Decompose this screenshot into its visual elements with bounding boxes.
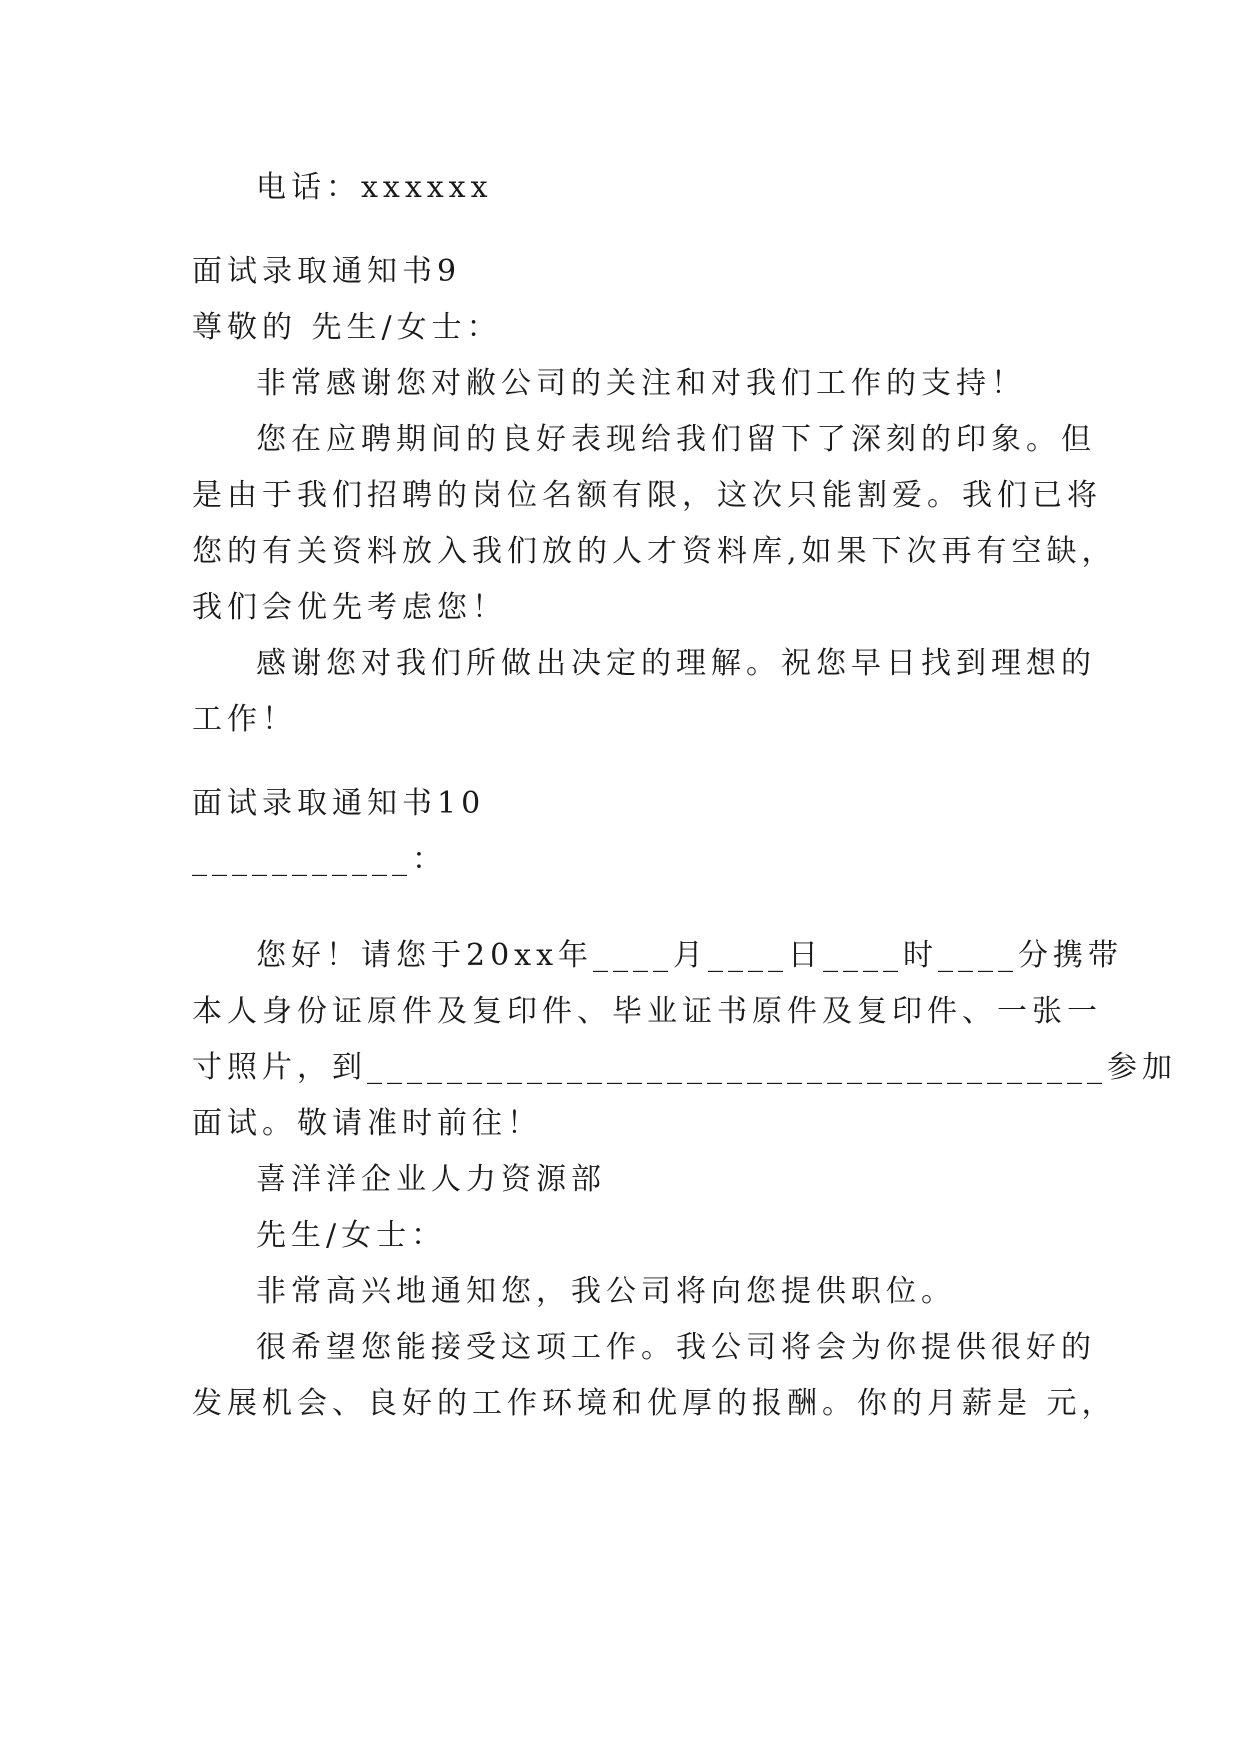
paragraph-line: 我们会优先考虑您！	[192, 590, 507, 625]
paragraph-line: 面试。敬请准时前往！	[192, 1106, 542, 1141]
paragraph-line: 感谢您对我们所做出决定的理解。祝您早日找到理想的	[256, 646, 1096, 681]
paragraph-line: 非常高兴地通知您，我公司将向您提供职位。	[256, 1274, 956, 1309]
paragraph-line: 您好！请您于20xx年____月____日____时____分携带	[256, 938, 1124, 973]
paragraph-line: 本人身份证原件及复印件、毕业证书原件及复印件、一张一	[192, 994, 1102, 1029]
phone-line: 电话：xxxxxx	[256, 170, 493, 205]
paragraph-line: 您的有关资料放入我们放的人才资料库,如果下次再有空缺，	[192, 534, 1117, 569]
paragraph-line: 发展机会、良好的工作环境和优厚的报酬。你的月薪是 元，	[192, 1386, 1117, 1421]
salutation: 尊敬的 先生/女士：	[192, 310, 502, 345]
section-title-9: 面试录取通知书9	[192, 254, 462, 289]
salutation: 先生/女士：	[256, 1218, 447, 1253]
recipient-blank: ___________：	[192, 842, 447, 877]
paragraph-line: 是由于我们招聘的岗位名额有限，这次只能割爱。我们已将	[192, 478, 1102, 513]
paragraph-line: 您在应聘期间的良好表现给我们留下了深刻的印象。但	[256, 422, 1096, 457]
paragraph-line: 寸照片，到_____________________________________参加	[192, 1050, 1177, 1085]
paragraph-line: 非常感谢您对敝公司的关注和对我们工作的支持！	[256, 366, 1026, 401]
paragraph-line: 很希望您能接受这项工作。我公司将会为你提供很好的	[256, 1330, 1096, 1365]
section-title-10: 面试录取通知书10	[192, 786, 486, 821]
signature-line: 喜洋洋企业人力资源部	[256, 1162, 606, 1197]
paragraph-line: 工作！	[192, 702, 297, 737]
